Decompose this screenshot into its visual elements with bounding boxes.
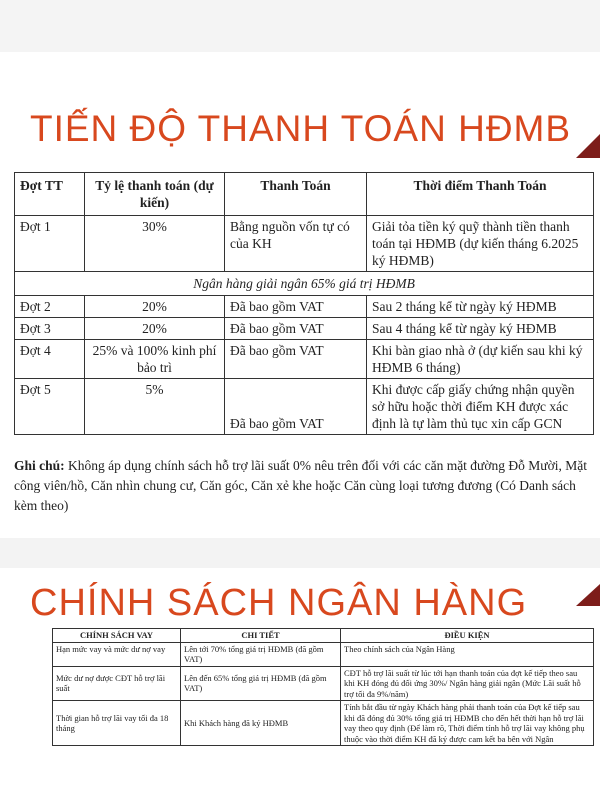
footnote-label: Ghi chú: (14, 458, 65, 473)
policy-cell: Hạn mức vay và mức dư nợ vay (53, 642, 181, 666)
header-cell: CHI TIẾT (181, 629, 341, 643)
policy-cell: Mức dư nợ được CĐT hỗ trợ lãi suất (53, 666, 181, 701)
timing-cell: Khi bàn giao nhà ở (dự kiến sau khi ký HĐMB 6 tháng) (367, 340, 594, 379)
condition-cell: Theo chính sách của Ngân Hàng (341, 642, 594, 666)
header-cell: Tỷ lệ thanh toán (dự kiến) (85, 173, 225, 216)
timing-cell: Sau 4 tháng kể từ ngày ký HĐMB (367, 318, 594, 340)
footnote (14, 456, 592, 516)
payment-schedule-table (14, 172, 594, 435)
detail-cell: Khi Khách hàng đã ký HĐMB (181, 701, 341, 746)
payment-cell: Đã bao gồm VAT (225, 318, 367, 340)
header-cell: CHÍNH SÁCH VAY (53, 629, 181, 643)
installment-cell: Đợt 2 (15, 296, 85, 318)
payment-schedule-title: TIẾN ĐỘ THANH TOÁN HĐMB (30, 108, 572, 149)
header-cell: ĐIỀU KIỆN (341, 629, 594, 643)
timing-cell: Giải tỏa tiền ký quỹ thành tiền thanh toán tại HĐMB (dự kiến tháng 6.2025 ký HĐMB) (367, 216, 594, 272)
header-cell: Đợt TT (15, 173, 85, 216)
footnote-text: Không áp dụng chính sách hỗ trợ lãi suất 0% nêu trên đối với các căn mặt đường Đỗ Mười, Mặt công viên/hồ, Căn nhìn chung cư, Căn góc, Căn xẻ khe hoặc Căn cùng loại tương đương (Có Danh sách kèm theo) (14, 458, 587, 513)
rate-cell: 5% (85, 379, 225, 435)
payment-cell: Đã bao gồm VAT (225, 340, 367, 379)
timing-cell: Khi được cấp giấy chứng nhận quyền sở hữu hoặc thời điểm KH được xác định là tự làm thủ tục xin cấp GCN (367, 379, 594, 435)
condition-cell: Tính bắt đầu từ ngày Khách hàng phải thanh toán của Đợt kế tiếp sau khi đã đóng đủ 30% tổng giá trị HĐMB cho đến hết thời hạn hỗ trợ lãi vay theo quy định (Để làm rõ, Thời điểm tính hỗ trợ lãi vay không phụ thuộc vào thời điểm KH đã ký được cam kết ba bên với Ngân (341, 701, 594, 746)
condition-cell: CĐT hỗ trợ lãi suất từ lúc tới hạn thanh toán của đợt kế tiếp theo sau khi KH đóng đủ đối ứng 30%/ Ngân hàng giải ngân (Mức Lãi suất hỗ trợ tối đa 9%/năm) (341, 666, 594, 701)
table-row (15, 318, 594, 340)
payment-cell: Bằng nguồn vốn tự có của KH (225, 216, 367, 272)
table-header-row (53, 629, 594, 643)
table-row (15, 216, 594, 272)
installment-cell: Đợt 5 (15, 379, 85, 435)
table-row (53, 642, 594, 666)
rate-cell: 25% và 100% kinh phí bảo trì (85, 340, 225, 379)
bank-note: Ngân hàng giải ngân 65% giá trị HĐMB (15, 272, 594, 296)
bank-policy-table (52, 628, 594, 746)
detail-cell: Lên tới 70% tổng giá trị HĐMB (đã gồm VAT) (181, 642, 341, 666)
decor-corner (576, 110, 600, 158)
decor-corner (576, 562, 600, 606)
top-gray-strip (0, 0, 600, 52)
table-row (53, 666, 594, 701)
header-cell: Thanh Toán (225, 173, 367, 216)
installment-cell: Đợt 1 (15, 216, 85, 272)
rate-cell: 20% (85, 296, 225, 318)
policy-cell: Thời gian hỗ trợ lãi vay tối đa 18 tháng (53, 701, 181, 746)
bank-note-row (15, 272, 594, 296)
installment-cell: Đợt 3 (15, 318, 85, 340)
detail-cell: Lên đến 65% tổng giá trị HĐMB (đã gồm VAT) (181, 666, 341, 701)
table-header-row (15, 173, 594, 216)
payment-cell: Đã bao gồm VAT (225, 379, 367, 435)
installment-cell: Đợt 4 (15, 340, 85, 379)
table-row (15, 296, 594, 318)
bank-policy-title: CHÍNH SÁCH NGÂN HÀNG (30, 582, 528, 624)
rate-cell: 30% (85, 216, 225, 272)
rate-cell: 20% (85, 318, 225, 340)
section-gap-strip (0, 538, 600, 568)
table-row (53, 701, 594, 746)
payment-cell: Đã bao gồm VAT (225, 296, 367, 318)
header-cell: Thời điểm Thanh Toán (367, 173, 594, 216)
timing-cell: Sau 2 tháng kể từ ngày ký HĐMB (367, 296, 594, 318)
table-row (15, 340, 594, 379)
table-row (15, 379, 594, 435)
